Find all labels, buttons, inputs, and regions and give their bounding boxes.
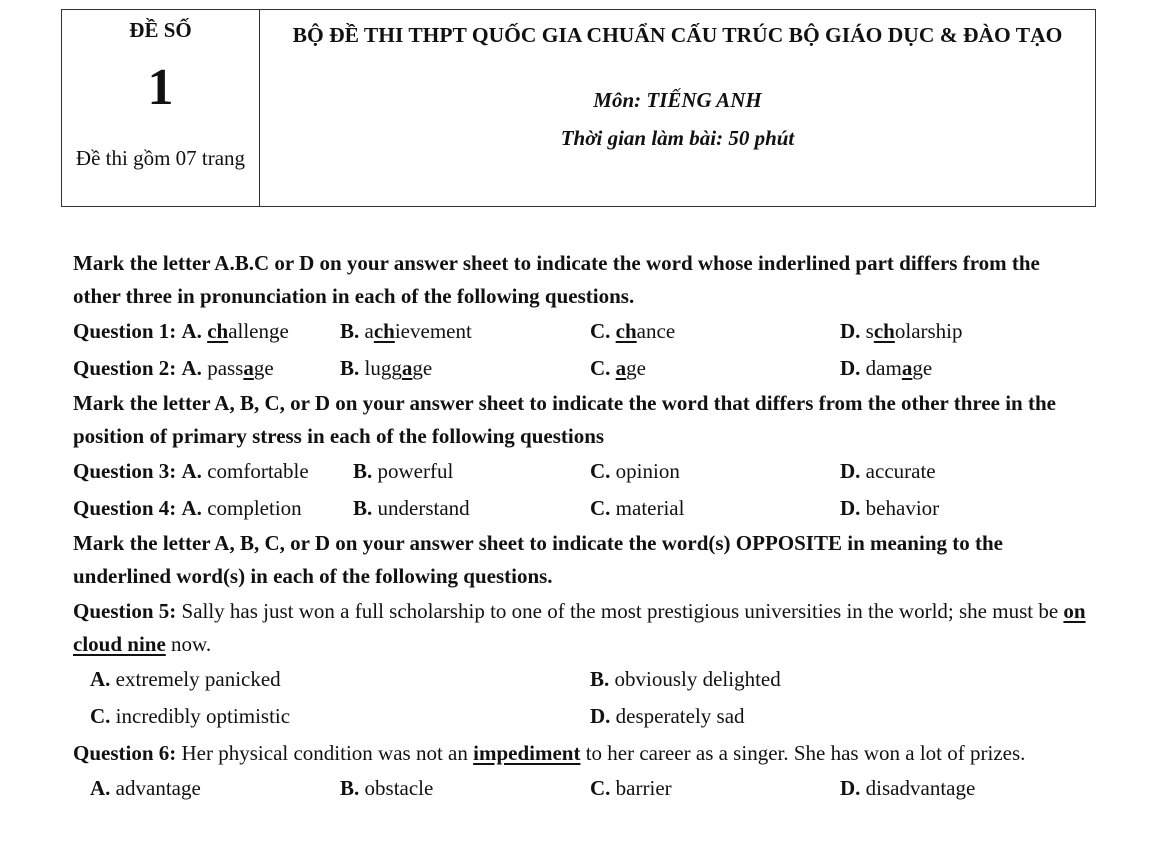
exam-subject: Môn: TIẾNG ANH [593, 88, 762, 112]
option-letter: A. [181, 356, 202, 380]
pages-note: Đề thi gồm 07 trang [75, 146, 246, 170]
option-text: disadvantage [865, 776, 976, 800]
question-text: Her physical condition was not an [181, 741, 468, 765]
option-text: passage [207, 356, 274, 380]
underlined-part: a [401, 356, 413, 380]
option-text: accurate [865, 459, 936, 483]
option-text: powerful [377, 459, 454, 483]
option-d [590, 698, 745, 735]
option-text: advantage [115, 776, 201, 800]
option-letter: B. [353, 459, 373, 483]
option-b [590, 661, 781, 698]
exam-duration: Thời gian làm bài: 50 phút [560, 126, 795, 150]
option-letter: C. [590, 459, 611, 483]
option-letter: B. [340, 319, 360, 343]
option-letter: C. [590, 776, 611, 800]
underlined-phrase: on cloud nine [73, 599, 1086, 656]
option-text: chance [615, 319, 676, 343]
underlined-part: ch [207, 319, 229, 343]
option-letter: A. [90, 667, 111, 691]
option-c [90, 698, 290, 735]
question-3 [73, 453, 1089, 490]
option-text: opinion [615, 459, 680, 483]
option-letter: B. [590, 667, 610, 691]
option-text: extremely panicked [115, 667, 281, 691]
exam-title: BỘ ĐỀ THI THPT QUỐC GIA CHUẨN CẤU TRÚC BỘ GIÁO DỤC & ĐÀO TẠO [292, 23, 1063, 47]
underlined-phrase: impediment [473, 741, 581, 765]
question-label: Question 4: [73, 496, 177, 520]
exam-header-table [61, 9, 1096, 207]
option-text: desperately sad [615, 704, 745, 728]
underlined-part: ch [615, 319, 637, 343]
underlined-part: ch [373, 319, 395, 343]
question-1 [73, 313, 1089, 350]
option-text: achievement [364, 319, 472, 343]
question-label: Question 5: [73, 599, 177, 623]
option-letter: A. [90, 776, 111, 800]
question-label: Question 6: [73, 741, 177, 765]
option-text: challenge [207, 319, 289, 343]
underlined-part: a [243, 356, 254, 380]
option-text: luggage [364, 356, 433, 380]
question-label: Question 3: [73, 459, 177, 483]
question-5-options-row-1 [73, 661, 1089, 698]
option-letter: C. [590, 356, 611, 380]
option-d [840, 770, 975, 807]
option-text: age [615, 356, 646, 380]
option-letter: B. [340, 356, 360, 380]
option-letter: C. [590, 319, 611, 343]
option-text: incredibly optimistic [115, 704, 291, 728]
option-text: obstacle [364, 776, 434, 800]
question-2 [73, 350, 1089, 387]
option-letter: D. [840, 496, 861, 520]
question-6-options [73, 770, 1089, 807]
question-5-options-row-2 [73, 698, 1089, 735]
option-letter: C. [90, 704, 111, 728]
question-label: Question 2: [73, 356, 177, 380]
option-letter: A. [181, 319, 202, 343]
question-text: now. [171, 632, 212, 656]
option-letter: D. [590, 704, 611, 728]
option-text: comfortable [207, 459, 309, 483]
opposite-instruction: Mark the letter A, B, C, or D on your answer sheet to indicate the word(s) OPPOSITE in meaning to the underlined word(s) in each of the following questions. [73, 531, 1003, 588]
option-letter: B. [353, 496, 373, 520]
exam-title-cell [260, 10, 1095, 206]
question-6-stem [73, 735, 1089, 770]
option-letter: D. [840, 459, 861, 483]
question-5-stem [73, 593, 1089, 661]
option-text: scholarship [865, 319, 963, 343]
underlined-part: a [901, 356, 913, 380]
option-letter: A. [181, 496, 202, 520]
option-letter: D. [840, 776, 861, 800]
stress-instruction: Mark the letter A, B, C, or D on your answer sheet to indicate the word that differs from the other three in the position of primary stress in each of the following questions [73, 391, 1056, 448]
option-c [590, 770, 672, 807]
option-letter: B. [340, 776, 360, 800]
exam-number: 1 [147, 59, 174, 116]
option-a [90, 770, 201, 807]
option-text: obviously delighted [614, 667, 781, 691]
option-b [340, 770, 433, 807]
exam-info-cell [62, 10, 260, 206]
option-letter: D. [840, 356, 861, 380]
option-text: understand [377, 496, 470, 520]
underlined-part: a [615, 356, 627, 380]
question-4 [73, 490, 1089, 527]
option-text: behavior [865, 496, 940, 520]
exam-content [73, 247, 1089, 807]
option-letter: D. [840, 319, 861, 343]
question-label: Question 1: [73, 319, 177, 343]
option-letter: C. [590, 496, 611, 520]
exam-label: ĐỀ SỐ [129, 18, 192, 42]
option-letter: A. [181, 459, 202, 483]
option-text: material [615, 496, 685, 520]
option-a [90, 661, 281, 698]
option-text: completion [207, 496, 302, 520]
question-text: to her career as a singer. She has won a lot of prizes. [585, 741, 1026, 765]
option-text: barrier [615, 776, 672, 800]
pronunciation-instruction: Mark the letter A.B.C or D on your answer sheet to indicate the word whose inderlined part differs from the other three in pronunciation in each of the following questions. [73, 251, 1040, 308]
option-text: damage [865, 356, 933, 380]
question-text: Sally has just won a full scholarship to one of the most prestigious universities in the world; she must be [181, 599, 1059, 623]
underlined-part: ch [873, 319, 895, 343]
